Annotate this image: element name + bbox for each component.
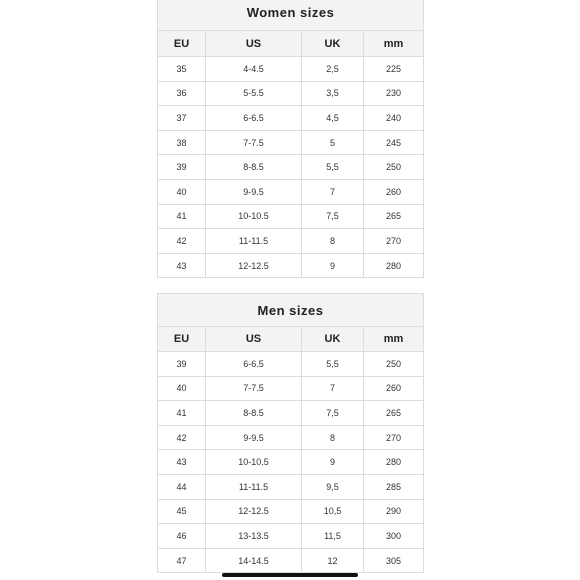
cell-mm: 260 bbox=[364, 376, 424, 401]
women-table-title: Women sizes bbox=[157, 0, 424, 30]
cell-mm: 285 bbox=[364, 474, 424, 499]
table-row bbox=[158, 106, 424, 131]
cell-mm: 305 bbox=[364, 548, 424, 573]
cell-uk: 11,5 bbox=[302, 524, 364, 549]
cell-uk: 4,5 bbox=[302, 106, 364, 131]
cell-mm: 270 bbox=[364, 229, 424, 254]
cell-mm: 280 bbox=[364, 450, 424, 475]
cell-eu: 38 bbox=[158, 130, 206, 155]
cell-uk: 8 bbox=[302, 229, 364, 254]
cell-uk: 7,5 bbox=[302, 204, 364, 229]
column-header-mm: mm bbox=[364, 31, 424, 57]
cell-us: 14-14.5 bbox=[206, 548, 302, 573]
table-row bbox=[158, 155, 424, 180]
cell-us: 11-11.5 bbox=[206, 474, 302, 499]
cell-eu: 35 bbox=[158, 57, 206, 82]
cell-eu: 43 bbox=[158, 450, 206, 475]
cell-eu: 43 bbox=[158, 253, 206, 278]
column-header-mm: mm bbox=[364, 327, 424, 352]
cell-uk: 5 bbox=[302, 130, 364, 155]
cell-eu: 42 bbox=[158, 425, 206, 450]
table-row bbox=[158, 229, 424, 254]
men-header-row bbox=[158, 327, 424, 352]
table-row bbox=[158, 57, 424, 82]
cell-uk: 7 bbox=[302, 179, 364, 204]
cell-us: 11-11.5 bbox=[206, 229, 302, 254]
column-header-us: US bbox=[206, 327, 302, 352]
cell-uk: 7,5 bbox=[302, 401, 364, 426]
cell-us: 12-12.5 bbox=[206, 253, 302, 278]
cell-uk: 9 bbox=[302, 253, 364, 278]
table-row bbox=[158, 474, 424, 499]
cell-uk: 12 bbox=[302, 548, 364, 573]
cell-mm: 245 bbox=[364, 130, 424, 155]
cell-eu: 46 bbox=[158, 524, 206, 549]
cell-us: 7-7.5 bbox=[206, 130, 302, 155]
cell-us: 13-13.5 bbox=[206, 524, 302, 549]
cell-us: 5-5.5 bbox=[206, 81, 302, 106]
home-indicator-bar[interactable] bbox=[222, 573, 358, 577]
cell-mm: 265 bbox=[364, 401, 424, 426]
men-table-title: Men sizes bbox=[157, 293, 424, 326]
cell-mm: 265 bbox=[364, 204, 424, 229]
cell-eu: 39 bbox=[158, 155, 206, 180]
cell-uk: 10,5 bbox=[302, 499, 364, 524]
cell-mm: 240 bbox=[364, 106, 424, 131]
cell-uk: 5,5 bbox=[302, 352, 364, 377]
cell-mm: 270 bbox=[364, 425, 424, 450]
table-row bbox=[158, 425, 424, 450]
column-header-uk: UK bbox=[302, 327, 364, 352]
table-row bbox=[158, 450, 424, 475]
column-header-uk: UK bbox=[302, 31, 364, 57]
women-header-row bbox=[158, 31, 424, 57]
column-header-eu: EU bbox=[158, 327, 206, 352]
table-row bbox=[158, 179, 424, 204]
cell-mm: 280 bbox=[364, 253, 424, 278]
cell-uk: 3,5 bbox=[302, 81, 364, 106]
cell-us: 7-7.5 bbox=[206, 376, 302, 401]
cell-eu: 42 bbox=[158, 229, 206, 254]
cell-mm: 300 bbox=[364, 524, 424, 549]
cell-eu: 37 bbox=[158, 106, 206, 131]
cell-uk: 2,5 bbox=[302, 57, 364, 82]
cell-uk: 7 bbox=[302, 376, 364, 401]
cell-us: 8-8.5 bbox=[206, 155, 302, 180]
table-row bbox=[158, 253, 424, 278]
cell-eu: 47 bbox=[158, 548, 206, 573]
cell-us: 12-12.5 bbox=[206, 499, 302, 524]
cell-mm: 250 bbox=[364, 352, 424, 377]
cell-eu: 36 bbox=[158, 81, 206, 106]
cell-eu: 44 bbox=[158, 474, 206, 499]
cell-eu: 41 bbox=[158, 204, 206, 229]
table-row bbox=[158, 499, 424, 524]
women-size-table bbox=[157, 0, 424, 278]
cell-us: 6-6.5 bbox=[206, 106, 302, 131]
cell-us: 8-8.5 bbox=[206, 401, 302, 426]
column-header-us: US bbox=[206, 31, 302, 57]
cell-mm: 225 bbox=[364, 57, 424, 82]
cell-mm: 260 bbox=[364, 179, 424, 204]
cell-uk: 8 bbox=[302, 425, 364, 450]
table-row bbox=[158, 548, 424, 573]
cell-us: 9-9.5 bbox=[206, 179, 302, 204]
table-row bbox=[158, 524, 424, 549]
cell-us: 10-10.5 bbox=[206, 204, 302, 229]
cell-eu: 39 bbox=[158, 352, 206, 377]
cell-uk: 9,5 bbox=[302, 474, 364, 499]
cell-mm: 230 bbox=[364, 81, 424, 106]
cell-us: 10-10.5 bbox=[206, 450, 302, 475]
cell-eu: 45 bbox=[158, 499, 206, 524]
cell-us: 4-4.5 bbox=[206, 57, 302, 82]
cell-eu: 40 bbox=[158, 376, 206, 401]
cell-eu: 41 bbox=[158, 401, 206, 426]
cell-us: 9-9.5 bbox=[206, 425, 302, 450]
cell-mm: 250 bbox=[364, 155, 424, 180]
cell-eu: 40 bbox=[158, 179, 206, 204]
table-row bbox=[158, 376, 424, 401]
table-row bbox=[158, 204, 424, 229]
cell-uk: 5,5 bbox=[302, 155, 364, 180]
table-row bbox=[158, 81, 424, 106]
table-row bbox=[158, 352, 424, 377]
cell-us: 6-6.5 bbox=[206, 352, 302, 377]
men-size-table bbox=[157, 293, 424, 573]
table-row bbox=[158, 130, 424, 155]
cell-mm: 290 bbox=[364, 499, 424, 524]
column-header-eu: EU bbox=[158, 31, 206, 57]
cell-uk: 9 bbox=[302, 450, 364, 475]
table-row bbox=[158, 401, 424, 426]
